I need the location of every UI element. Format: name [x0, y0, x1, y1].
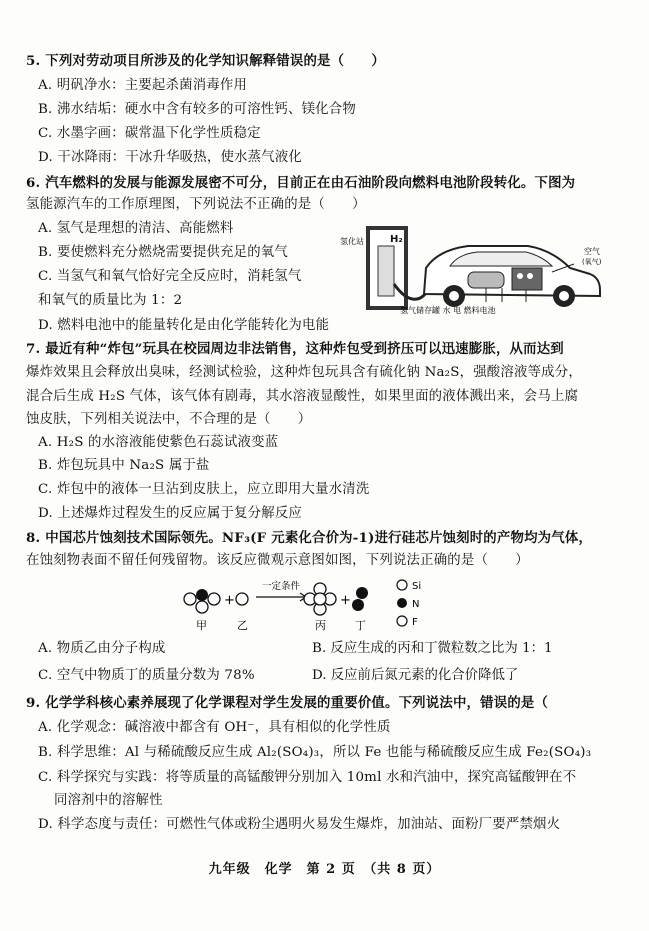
q5-stem: 5. 下列对劳动项目所涉及的化学知识解释错误的是（ ） [26, 53, 386, 69]
q6-stem-line2: 氢能源汽车的工作原理图，下列说法不正确的是（ ） [26, 197, 366, 212]
q5-option-c: C. 水墨字画：碳常温下化学性质稳定 [38, 126, 261, 141]
q7-option-a: A. H₂S 的水溶液能使紫色石蕊试液变蓝 [38, 435, 279, 450]
oxygen-label: (氧气) [582, 258, 602, 266]
svg-text:Si: Si [412, 581, 422, 592]
hydrogen-car-diagram [338, 224, 638, 316]
reaction-micro-diagram [180, 575, 440, 635]
product-ding [352, 587, 368, 611]
q9-stem: 9. 化学学科核心素养展现了化学课程对学生发展的重要价值。下列说法中，错误的是（ [26, 695, 549, 711]
svg-text:F: F [412, 617, 418, 628]
q8-option-b: B. 反应生成的丙和丁微粒数之比为 1：1 [312, 641, 553, 656]
q8-option-a: A. 物质乙由分子构成 [38, 641, 166, 656]
q9-option-b: B. 科学思维：Al 与稀硫酸反应生成 Al₂(SO₄)₃，所以 Fe 也能与稀硫酸反应生成 Fe₂(SO₄)₃ [38, 745, 592, 760]
q5-option-a: A. 明矾净水：主要起杀菌消毒作用 [38, 78, 248, 93]
q5-option-d: D. 干冰降雨：干冰升华吸热，使水蒸气液化 [38, 150, 303, 165]
fuel-cell [512, 268, 542, 290]
h2-tank-label: H₂ [390, 234, 403, 245]
q6-option-c-line2: 和氧气的质量比为 1：2 [38, 293, 183, 308]
q9-option-c: C. 科学探究与实践：将等质量的高锰酸钾分别加入 10ml 水和汽油中，探究高锰酸钾在不 [38, 770, 577, 785]
q8-option-c: C. 空气中物质丁的质量分数为 78% [38, 668, 255, 683]
reactant-jia [184, 589, 220, 613]
label-yi: 乙 [237, 619, 248, 632]
page-footer: 九年级 化学 第 2 页 （共 8 页） [208, 862, 441, 877]
q6-stem-line1: 6. 汽车燃料的发展与能源发展密不可分，目前正在由石油阶段向燃料电池阶段转化。下图为 [26, 175, 576, 191]
q7-option-c: C. 炸包中的液体一旦沾到皮肤上，应立即用大量水清洗 [38, 482, 370, 497]
svg-text:+: + [340, 593, 351, 608]
q7-stem-line2: 爆炸效果且会释放出臭味，经测试检验，这种炸包玩具含有硫化钠 Na₂S，强酸溶液等成分， [26, 365, 582, 380]
q9-option-c-cont: 同溶剂中的溶解性 [54, 793, 163, 808]
q8-option-d: D. 反应前后氮元素的化合价降低了 [312, 668, 519, 683]
station-label: 氢化站 [340, 237, 364, 246]
q6-option-a: A. 氢气是理想的清洁、高能燃料 [38, 221, 234, 236]
label-ding: 丁 [355, 619, 366, 632]
plus-sign: + [224, 593, 235, 608]
q9-option-a: A. 化学观念：碱溶液中都含有 OH⁻，具有相似的化学性质 [38, 720, 391, 735]
q7-option-d: D. 上述爆炸过程发生的反应属于复分解反应 [38, 506, 303, 521]
q8-stem-line2: 在蚀刻物表面不留任何残留物。该反应微观示意图如图，下列说法正确的是（ ） [26, 553, 529, 568]
q7-stem-line4: 蚀皮肤，下列相关说法中，不合理的是（ ） [26, 412, 312, 427]
q6-option-c-line1: C. 当氢气和氧气恰好完全反应时，消耗氢气 [38, 269, 302, 284]
q7-option-b: B. 炸包玩具中 Na₂S 属于盐 [38, 458, 210, 473]
atom-legend [397, 580, 421, 628]
q5-option-b: B. 沸水结垢：硬水中含有较多的可溶性钙、镁化合物 [38, 102, 356, 117]
car-bottom-labels: 氢气储存罐 水 电 燃料电池 [400, 306, 496, 315]
svg-text:N: N [412, 599, 420, 610]
air-label: 空气 [584, 247, 600, 256]
product-bing [304, 583, 336, 615]
reaction-condition: 一定条件 [262, 581, 301, 592]
label-bing: 丙 [315, 619, 326, 632]
q6-option-d: D. 燃料电池中的能量转化是由化学能转化为电能 [38, 318, 330, 333]
hydrogen-tank [468, 272, 504, 288]
q6-option-b: B. 要使燃料充分燃烧需要提供充足的氧气 [38, 245, 288, 260]
q7-stem-line3: 混合后生成 H₂S 气体，该气体有剧毒，其水溶液显酸性，如果里面的液体溅出来，会马上腐 [26, 389, 579, 404]
reactant-yi [236, 593, 248, 605]
label-jia: 甲 [196, 619, 207, 632]
q7-stem-line1: 7. 最近有种“炸包”玩具在校园周边非法销售，这种炸包受到挤压可以迅速膨胀，从而达到 [26, 341, 564, 357]
q8-stem-line1: 8. 中国芯片蚀刻技术国际领先。NF₃(F 元素化合价为-1)进行硅芯片蚀刻时的产物均为气体， [26, 530, 593, 546]
q9-option-d: D. 科学态度与责任：可燃性气体或粉尘遇明火易发生爆炸，加油站、面粉厂要严禁烟火 [38, 817, 561, 832]
